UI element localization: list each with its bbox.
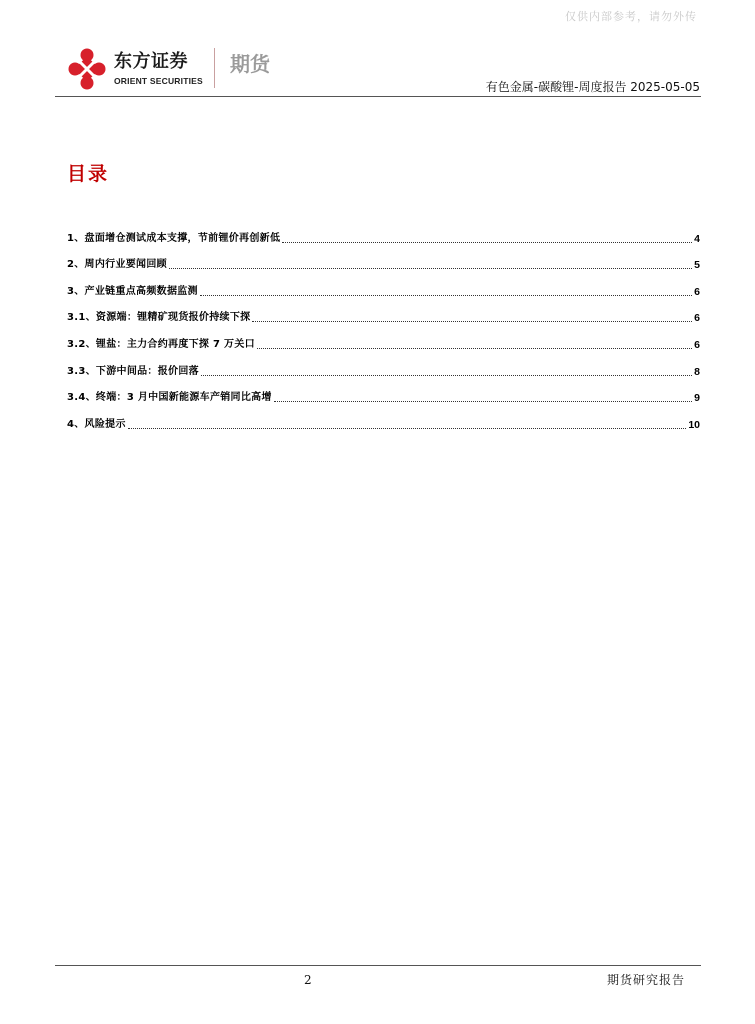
- toc-entry-page: 6: [694, 338, 700, 351]
- toc-entry[interactable]: [67, 405, 700, 432]
- toc-leader: [201, 375, 692, 376]
- toc-entry-page: 5: [694, 259, 700, 272]
- toc-entry-label: 3、产业链重点高频数据监测: [67, 285, 198, 297]
- toc-entry-label: 1、盘面增仓测试成本支撑，节前锂价再创新低: [67, 232, 281, 244]
- toc-entry-page: 8: [694, 365, 700, 378]
- toc-leader: [169, 268, 692, 269]
- orient-securities-logo-icon: [68, 48, 106, 90]
- toc-entry-label: 2、周内行业要闻回顾: [67, 259, 167, 271]
- toc-entry-label: 4、风险提示: [67, 418, 126, 430]
- toc-leader: [200, 295, 692, 296]
- division-label: 期货: [230, 52, 270, 76]
- watermark: 仅供内部参考，请勿外传: [565, 10, 697, 23]
- brand-name-en: ORIENT SECURITIES: [114, 76, 203, 86]
- toc-entry[interactable]: [67, 219, 700, 246]
- toc-entry-label: 3.3、下游中间品：报价回落: [67, 365, 199, 377]
- toc-entry[interactable]: [67, 272, 700, 299]
- toc-entry-label: 3.1、资源端：锂精矿现货报价持续下探: [67, 312, 251, 324]
- table-of-contents: [67, 219, 700, 432]
- toc-entry-page: 6: [694, 312, 700, 325]
- toc-leader: [274, 401, 692, 402]
- toc-leader: [282, 242, 692, 243]
- header-divider: [55, 96, 701, 97]
- toc-leader: [252, 321, 692, 322]
- toc-entry-page: 9: [694, 392, 700, 405]
- toc-entry[interactable]: [67, 299, 700, 326]
- page-number: 2: [304, 973, 312, 987]
- toc-entry-page: 4: [694, 232, 700, 245]
- toc-entry-label: 3.2、锂盐：主力合约再度下探 7 万关口: [67, 338, 255, 350]
- toc-entry-label: 3.4、终端：3 月中国新能源车产销同比高增: [67, 392, 272, 404]
- toc-leader: [128, 428, 687, 429]
- brand-name-cn: 东方证券: [114, 51, 188, 72]
- toc-heading: 目录: [67, 163, 110, 185]
- toc-entry[interactable]: [67, 325, 700, 352]
- page-header: [0, 0, 755, 100]
- toc-entry-page: 6: [694, 285, 700, 298]
- footer-label: 期货研究报告: [606, 973, 685, 987]
- footer-divider: [55, 965, 701, 966]
- toc-leader: [257, 348, 692, 349]
- brand-divider: [214, 48, 215, 88]
- toc-entry[interactable]: [67, 246, 700, 273]
- report-title: 有色金属-碳酸锂-周度报告 2025-05-05: [485, 80, 700, 94]
- toc-entry[interactable]: [67, 379, 700, 406]
- toc-entry[interactable]: [67, 352, 700, 379]
- toc-entry-page: 10: [688, 418, 700, 431]
